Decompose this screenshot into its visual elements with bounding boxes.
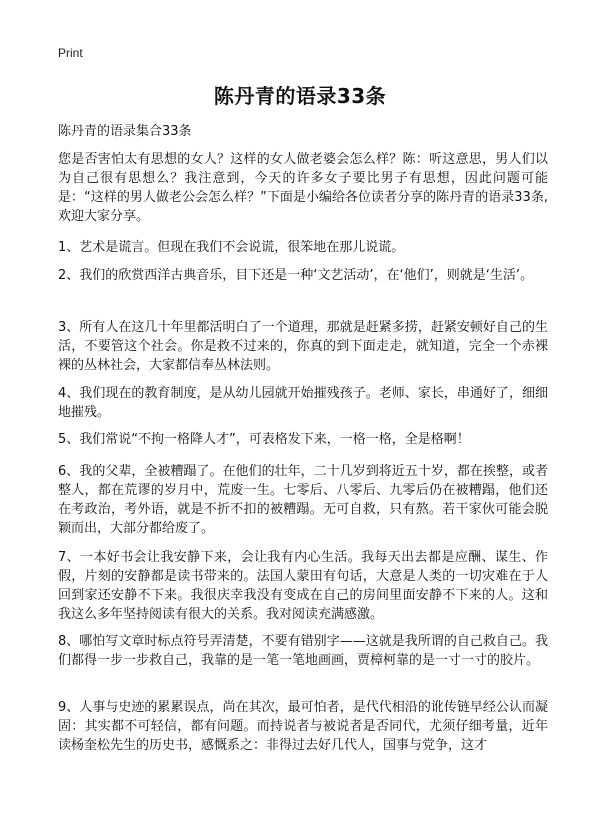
quote-item: 3、所有人在这几十年里都活明白了一个道理，那就是赶紧多捞，赶紧安顿好自己的生活，不要管这个社会。你是救不过来的，你真的到下面走走，就知道，完全一个赤裸裸的丛林社会，大家都信奉丛林法则。	[58, 320, 548, 373]
quote-item: 2、我们的欣赏西洋古典音乐，目下还是一种‘文艺活动’，在‘他们’，则就是‘生活’。	[58, 268, 534, 283]
intro-paragraph: 您是否害怕太有思想的女人？这样的女人做老婆会怎么样？陈：听这意思，男人们以为自己很有思想么？我注意到，今天的许多女子要比男子有思想，因此问题可能是：“这样的男人做老公会怎么样？”下面是小编给各位读者分享的陈丹青的语录33条,欢迎大家分享。	[58, 152, 548, 224]
quote-item: 8、哪怕写文章时标点符号弄清楚，不要有错别字——这就是我所谓的自己救自己。我们都得一步一步救自己，我靠的是一笔一笔地画画，贾樟柯靠的是一寸一寸的胶片。	[58, 634, 548, 668]
quote-item: 7、一本好书会让我安静下来，会让我有内心生活。我每天出去都是应酬、谋生、作假，片刻的安静都是读书带来的。法国人蒙田有句话，大意是人类的一切灾难在于人 回到家还安静不下来。我很庆幸我没有变成在自己的房间里面安静不下来的人。这和我这么多年坚持阅读有很大的关系。我对阅读充满感激。	[58, 550, 548, 622]
page-title: 陈丹青的语录33条	[213, 84, 387, 108]
quote-item: 4、我们现在的教育制度，是从幼儿园就开始摧残孩子。老师、家长，串通好了，细细地摧残。	[58, 386, 548, 420]
page-subtitle: 陈丹青的语录集合33条	[58, 124, 192, 139]
print-link[interactable]: Print	[58, 46, 83, 60]
quote-item: 5、我们常说“不拘一格降人才”，可表格发下来，一格一格，全是格啊！	[58, 432, 470, 447]
quote-item: 1、艺术是谎言。但现在我们不会说谎，很笨地在那儿说谎。	[58, 240, 405, 255]
quote-item: 9、人事与史迹的累累误点，尚在其次，最可怕者，是代代相沿的讹传链早经公认而凝固：其实都不可轻信，都有问题。而持说者与被说者是否同代，尤须仔细考量，近年读杨奎松先生的历史书，感慨系之：非得过去好几代人，国事与党争，这才	[58, 700, 548, 753]
quote-item: 6、我的父辈，全被糟蹋了。在他们的壮年，二十几岁到将近五十岁，都在挨整，或者整人，都在荒谬的岁月中，荒废一生。七零后、八零后、九零后仍在被糟蹋，他们还在考政治，考外语，就是不折不扣的被糟蹋。无可自救，只有熬。若干家伙可能会脱颖而出，大部分都给废了。	[58, 464, 548, 536]
